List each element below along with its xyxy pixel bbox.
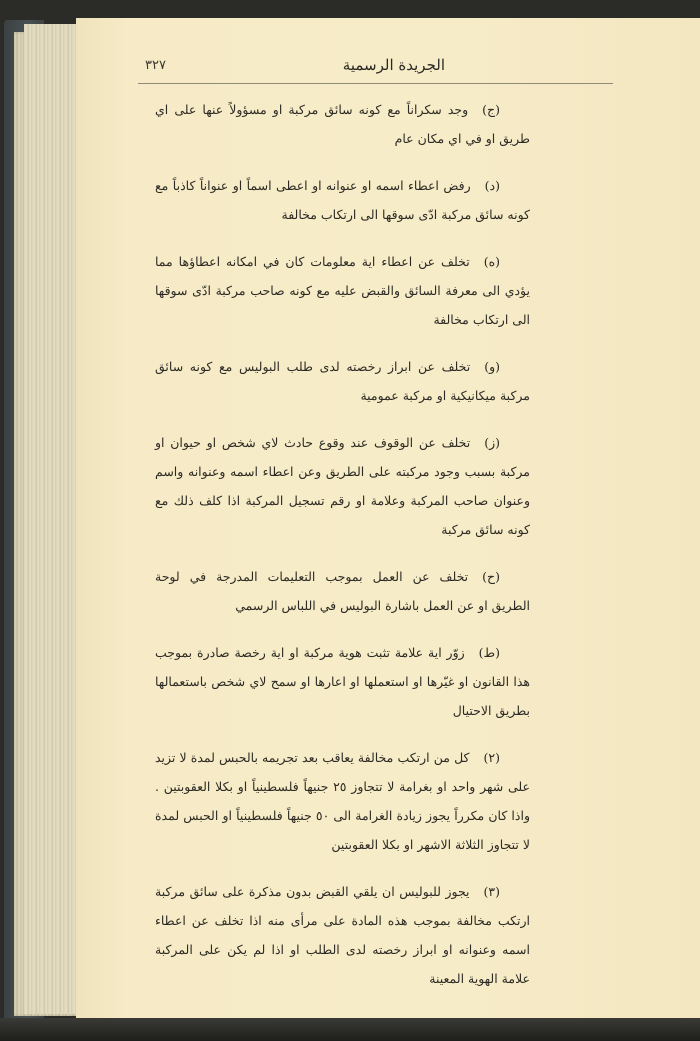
clause-w [155,352,530,410]
clause-text: تخلف عن الوقوف عند وقوع حادث لاي شخص او حيوان او مركبة بسبب وجود مركبته على الطريق وعن اعطاء اسمه وعنوانه واسم وعنوان صاحب المركبة وعلامة او رقم تسجيل المركبة اذا كلف ذلك مع كونه سائق مركبة [155,435,530,537]
clause-text: رفض اعطاء اسمه او عنوانه او اعطى اسماً او عنواناً كاذباً مع كونه سائق مركبة ادّى سوقها الى ارتكاب مخالفة [155,178,530,222]
clause-text: تخلف عن اعطاء اية معلومات كان في امكانه اعطاؤها مما يؤدي الى معرفة السائق والقبض عليه مع كونه صاحب مركبة ادّى سوقها الى ارتكاب مخالفة [155,254,530,327]
clause-label: (ح) [482,569,500,584]
clause-t [155,638,530,725]
clause-label: (ط) [478,645,500,660]
clause-label: (٣) [483,884,500,899]
clause-ha [155,562,530,620]
clause-text: زوّر اية علامة تثبت هوية مركبة او اية رخصة صادرة بموجب هذا القانون او غيّرها او استعملها او اعارها او سمح لاي شخص باستعمالها بطريق الاحتيال [155,645,530,718]
clause-text: تخلف عن العمل بموجب التعليمات المدرجة في لوحة الطريق او عن العمل باشارة البوليس في اللباس الرسمي [155,569,530,613]
clause-z [155,428,530,544]
clause-d [155,171,530,229]
clause-text: تخلف عن ابراز رخصته لدى طلب البوليس مع كونه سائق مركبة ميكانيكية او مركبة عمومية [155,359,530,403]
page-stack-inner-edge [24,24,78,1014]
clause-label: (د) [484,178,500,193]
clause-text: وجد سكراناً مع كونه سائق مركبة او مسؤولاً عنها على اي طريق او في اي مكان عام [155,102,530,146]
subsection-2 [155,743,530,859]
page-header [145,56,610,82]
document-body [155,95,530,1011]
gazette-title: الجريدة الرسمية [342,56,445,74]
clause-j [155,95,530,153]
header-rule [138,83,613,84]
clause-label: (ج) [482,102,500,117]
clause-label: (و) [484,359,500,374]
clause-label: (٢) [483,750,500,765]
clause-text: يجوز للبوليس ان يلقي القبض بدون مذكرة على سائق مركبة ارتكب مخالفة بموجب هذه المادة على مرأى منه اذا تخلف عن اعطاء اسمه وعنوانه او ابراز رخصته لدى الطلب او اذا لم يكن على المركبة علامة الهوية المعينة [155,884,530,986]
clause-label: (ز) [484,435,500,450]
page-bottom-shadow [0,1018,700,1041]
clause-text: كل من ارتكب مخالفة يعاقب بعد تجريمه بالحبس لمدة لا تزيد على شهر واحد او بغرامة لا تتجاوز ٢٥ جنيهاً فلسطينياً او بكلا العقوبتين . واذا كان مكرراً يجوز زيادة الغرامة الى ٥٠ جنيهاً فلسطينياً او الحبس لمدة لا تتجاوز الثلاثة الاشهر او بكلا العقوبتين [155,750,531,852]
subsection-3 [155,877,530,993]
clause-label: (ه) [483,254,500,269]
clause-h [155,247,530,334]
page-number: ٣٢٧ [145,58,166,73]
